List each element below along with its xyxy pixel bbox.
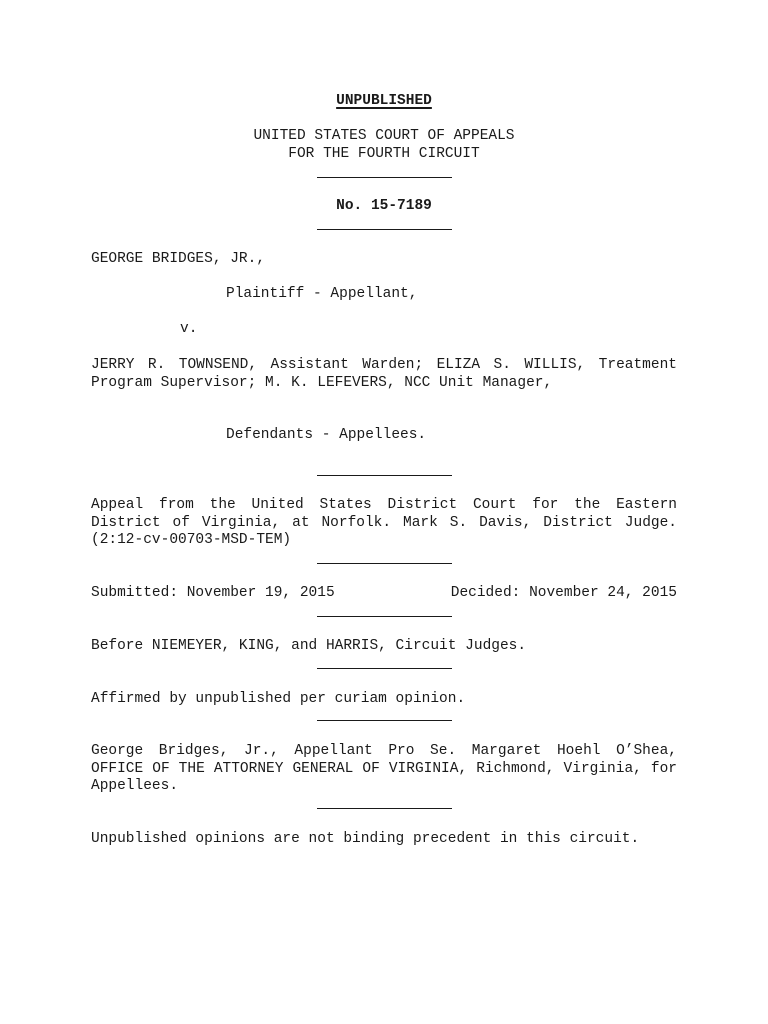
dates-row	[91, 585, 677, 603]
plaintiff-role: Plaintiff - Appellant,	[226, 286, 418, 302]
divider-rule	[317, 616, 452, 617]
defendants-names: JERRY R. TOWNSEND, Assistant Warden; ELIZA S. WILLIS, Treatment Program Supervisor; M. K. LEFEVERS, NCC Unit Manager,	[91, 357, 677, 391]
divider-rule	[317, 229, 452, 230]
divider-rule	[317, 475, 452, 476]
precedent-note: Unpublished opinions are not binding precedent in this circuit.	[91, 831, 640, 847]
publication-status: UNPUBLISHED	[336, 93, 432, 109]
disposition: Affirmed by unpublished per curiam opinion.	[91, 691, 466, 707]
panel-judges: Before NIEMEYER, KING, and HARRIS, Circuit Judges.	[91, 638, 527, 654]
case-number: No. 15-7189	[336, 198, 432, 214]
counsel: George Bridges, Jr., Appellant Pro Se. Margaret Hoehl O’Shea, OFFICE OF THE ATTORNEY GENERAL OF VIRGINIA, Richmond, Virginia, for Appellees.	[91, 743, 677, 794]
decided-date: Decided: November 24, 2015	[450, 585, 677, 601]
divider-rule	[317, 720, 452, 721]
plaintiff-name: GEORGE BRIDGES, JR.,	[91, 251, 266, 267]
divider-rule	[317, 563, 452, 564]
appeal-text: Appeal from the United States District Court for the Eastern District of Virginia, at Norfolk. Mark S. Davis, District Judge. (2:12-cv-00703-MSD-TEM)	[91, 497, 677, 548]
divider-rule	[317, 668, 452, 669]
court-name-line-2: FOR THE FOURTH CIRCUIT	[288, 146, 480, 162]
divider-rule	[317, 177, 452, 178]
submitted-date: Submitted: November 19, 2015	[91, 585, 335, 601]
defendants-role: Defendants - Appellees.	[226, 427, 427, 443]
versus: v.	[180, 321, 198, 337]
court-name-line-1: UNITED STATES COURT OF APPEALS	[253, 128, 515, 144]
divider-rule	[317, 808, 452, 809]
